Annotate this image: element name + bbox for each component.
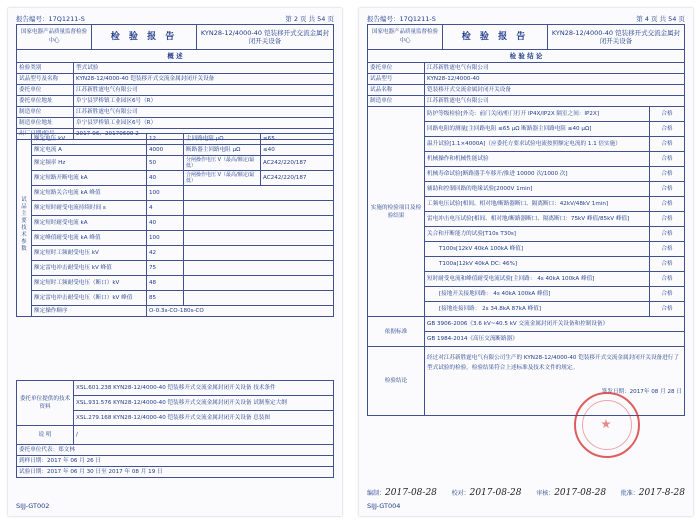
test-result: 合格 bbox=[650, 152, 685, 167]
row-value: 江苏新胜霆电气有限公司 bbox=[74, 107, 334, 118]
test-result: 合格 bbox=[650, 287, 685, 302]
row-label: 制造单位 bbox=[17, 107, 74, 118]
param-name: 额定短路开断电流 kA bbox=[32, 171, 147, 186]
param-value: 12 bbox=[147, 134, 184, 145]
param-name: 额定短时工频耐受电压（断口）kV bbox=[32, 276, 147, 291]
row-value: 阜宁县罗桥镇工业园区6号（R） bbox=[74, 96, 334, 107]
client-representative: 委托单位代表：郑文林 bbox=[17, 445, 334, 456]
section-title: 检 验 结 论 bbox=[368, 50, 685, 63]
param-name: 额定电流 A bbox=[32, 145, 147, 156]
test-item: 雷电冲击电压试验[相间、相对地/断路器断口、隔离断口：75kV 峰值/85kV 峰值] bbox=[425, 212, 650, 227]
param-value: 50 bbox=[147, 156, 184, 171]
row-label: 出厂日期/编号 bbox=[17, 129, 74, 140]
report-title: 检 验 报 告 bbox=[443, 25, 548, 50]
row-value: 铠装移开式交流金属封闭开关设备 bbox=[425, 85, 685, 96]
row-label: 试品型号 bbox=[368, 74, 425, 85]
param-name: 断路器主回路电阻 μΩ bbox=[184, 145, 261, 156]
form-code: SIJJ-GT004 bbox=[367, 502, 401, 510]
param-name: 主回路电阻 μΩ bbox=[184, 134, 261, 145]
test-item: T100a[12kV 40kA DC: 46%] bbox=[425, 257, 650, 272]
param-value: 48 bbox=[147, 276, 184, 291]
param-value: ≤65 bbox=[261, 134, 334, 145]
row-label: 委托单位 bbox=[368, 63, 425, 74]
row-label: 委托单位地址 bbox=[17, 96, 74, 107]
org-name: 国家电器产品质量监督检验中心 bbox=[368, 25, 443, 50]
docs-label: 委托单位提供的技术资料 bbox=[17, 381, 74, 426]
report-page-4 bbox=[359, 8, 693, 516]
receive-date: 到样日期：2017 年 06 月 26 日 bbox=[17, 456, 334, 467]
row-value: 2017-06、20170600 2 bbox=[74, 129, 334, 140]
conclusion-text: 经过对江苏新胜霆电气有限公司生产的 KYN28-12/4000-40 铠装移开式交流金属封闭开关设备进行了型式试验的检验，检验结果符合上述标准及技术文件的规定。 bbox=[427, 355, 679, 371]
reviewer-signature: 审核：2017-08-28 bbox=[536, 488, 607, 498]
param-value: ≤40 bbox=[261, 145, 334, 156]
row-value: 阜宁县罗桥镇工业园区6号（R） bbox=[74, 118, 334, 129]
test-result: 合格 bbox=[650, 302, 685, 317]
row-value: 江苏新胜霆电气有限公司 bbox=[425, 96, 685, 107]
param-name: 额定频率 Hz bbox=[32, 156, 147, 171]
test-item: 防护等级检验[外壳：前门关闭/柜门打开 IP4X/IP2X 隔室之间：IP2X] bbox=[425, 107, 650, 122]
row-label: 制造单位 bbox=[368, 96, 425, 107]
row-value: KYN28-12/4000-40 铠装移开式交流金属封闭开关设备 bbox=[74, 74, 334, 85]
test-result: 合格 bbox=[650, 197, 685, 212]
test-result: 合格 bbox=[650, 122, 685, 137]
product-model: KYN28-12/4000-40 铠装移开式交流金属封闭开关设备 bbox=[197, 25, 334, 50]
test-item: 机械操作和机械性能试验 bbox=[425, 152, 650, 167]
test-item: 短时耐受电流和峰值耐受电流试验[主回路： 4s 40kA 100kA 峰值] bbox=[425, 272, 650, 287]
test-result: 合格 bbox=[650, 257, 685, 272]
standard-item: GB 3906-2006《3.6 kV~40.5 kV 交流金属封闭开关设备和控制设备》 bbox=[425, 317, 685, 332]
test-item: T100s[12kV 40kA 100kA 峰值] bbox=[425, 242, 650, 257]
param-group-label: 试品主要技术参数 bbox=[17, 134, 32, 317]
param-name: 额定短时耐受电流 kA bbox=[32, 216, 147, 231]
test-result: 合格 bbox=[650, 167, 685, 182]
page-number: 第 2 页 共 54 页 bbox=[285, 15, 334, 23]
param-value: 4 bbox=[147, 201, 184, 216]
test-result: 合格 bbox=[650, 212, 685, 227]
report-number: 报告编号：17Q1211-S bbox=[16, 15, 85, 23]
row-value: 型式试验 bbox=[74, 63, 334, 74]
test-item: [接地开关接地回路： 4s 40kA 100kA 峰值] bbox=[425, 287, 650, 302]
test-item: 机械寿命试验[断路器手车移开/推进 10000 次/1000 次] bbox=[425, 167, 650, 182]
param-name: 额定雷电冲击耐受电压 kV 峰值 bbox=[32, 261, 147, 276]
org-name: 国家电器产品质量监督检验中心 bbox=[17, 25, 92, 50]
approver-signature: 批准：2017-8-28 bbox=[620, 488, 685, 498]
editor-signature: 编制：2017-08-28 bbox=[367, 488, 437, 498]
test-date: 试验日期：2017 年 06 月 30 日至 2017 年 08 月 19 日 bbox=[17, 467, 334, 478]
overview-table bbox=[16, 24, 334, 50]
param-value: 42 bbox=[147, 246, 184, 261]
param-value: 85 bbox=[147, 291, 184, 306]
test-item: 关合和开断能力的试验[T10s T30s] bbox=[425, 227, 650, 242]
report-number: 报告编号：17Q1211-S bbox=[367, 15, 436, 23]
official-seal bbox=[574, 392, 640, 458]
param-name: 分闸操作电压 V（最高/额定/最低） bbox=[184, 156, 261, 171]
issue-date: 签发日期：2017年 08 月 28 日 bbox=[601, 389, 682, 395]
conclusion-label: 检验结论 bbox=[368, 347, 425, 416]
param-value: 4000 bbox=[147, 145, 184, 156]
test-item: 工频电压试验[相间、相对地/断路器断口、隔离断口：42kV/48kV 1min] bbox=[425, 197, 650, 212]
row-label: 检验类别 bbox=[17, 63, 74, 74]
test-item: 温升试验[1.1×4000A]（应委托方要求试验电流按照额定电流的 1.1 倍实施） bbox=[425, 137, 650, 152]
doc-item: XSL.279.168 KYN28-12/4000-40 铠装移开式交流金属封闭开关设备 总装图 bbox=[74, 411, 334, 426]
test-result: 合格 bbox=[650, 227, 685, 242]
signature-row bbox=[367, 488, 685, 498]
form-code: SIJJ-GT002 bbox=[16, 502, 50, 510]
header-table bbox=[367, 24, 685, 50]
doc-item: XSL.601.238 KYN28-12/4000-40 铠装移开式交流金属封闭开关设备 技术条件 bbox=[74, 381, 334, 396]
row-value: KYN28-12/4000-40 bbox=[425, 74, 685, 85]
param-name: 额定电压 kV bbox=[32, 134, 147, 145]
section-title: 概 述 bbox=[17, 50, 334, 63]
row-value: 江苏新胜霆电气有限公司 bbox=[74, 85, 334, 96]
product-model: KYN28-12/4000-40 铠装移开式交流金属封闭开关设备 bbox=[548, 25, 685, 50]
param-value: O-0.3s-CO-180s-CO bbox=[147, 306, 334, 317]
param-name: 额定操作顺序 bbox=[32, 306, 147, 317]
param-value: 75 bbox=[147, 261, 184, 276]
param-value: 40 bbox=[147, 216, 184, 231]
param-value: AC242/220/187 bbox=[261, 156, 334, 171]
param-name: 额定短路关合电流 kA 峰值 bbox=[32, 186, 147, 201]
test-result: 合格 bbox=[650, 182, 685, 197]
checker-signature: 校对：2017-08-28 bbox=[451, 488, 522, 498]
param-value: AC242/220/187 bbox=[261, 171, 334, 186]
row-label: 制造单位地址 bbox=[17, 118, 74, 129]
row-label: 委托单位 bbox=[17, 85, 74, 96]
page-meta bbox=[16, 14, 334, 23]
row-label: 试品名称 bbox=[368, 85, 425, 96]
test-result: 合格 bbox=[650, 272, 685, 287]
test-result: 合格 bbox=[650, 242, 685, 257]
page-meta bbox=[367, 14, 685, 23]
standard-label: 依据标准 bbox=[368, 317, 425, 347]
test-result: 合格 bbox=[650, 137, 685, 152]
test-item: 辅助和控制回路的绝缘试验[2000V 1min] bbox=[425, 182, 650, 197]
param-name: 额定雷电冲击耐受电压（断口）kV 峰值 bbox=[32, 291, 147, 306]
test-item: [接地连接回路： 2s 34.8kA 87kA 峰值] bbox=[425, 302, 650, 317]
param-name: 额定短时耐受电流持续时间 s bbox=[32, 201, 147, 216]
test-result: 合格 bbox=[650, 107, 685, 122]
report-title: 检 验 报 告 bbox=[92, 25, 197, 50]
overview-details bbox=[16, 49, 334, 140]
docs-table bbox=[16, 380, 334, 478]
report-page-2 bbox=[8, 8, 342, 516]
param-value: 40 bbox=[147, 171, 184, 186]
parameter-table bbox=[16, 133, 334, 317]
row-label: 试品型号及名称 bbox=[17, 74, 74, 85]
items-label: 实施的检验项目及检验结果 bbox=[368, 107, 425, 317]
conclusion-table bbox=[367, 49, 685, 416]
note-value: / bbox=[74, 426, 334, 445]
param-value: 100 bbox=[147, 231, 184, 246]
page-number: 第 4 页 共 54 页 bbox=[636, 15, 685, 23]
param-value: 100 bbox=[147, 186, 184, 201]
note-label: 说 明 bbox=[17, 426, 74, 445]
param-name: 合闸操作电压 V（最高/额定/最低） bbox=[184, 171, 261, 186]
test-item: 回路电阻的测量[主回路电阻 ≤65 μΩ 断路器主回路电阻 ≤40 μΩ] bbox=[425, 122, 650, 137]
standard-item: GB 1984-2014《高压交流断路器》 bbox=[425, 332, 685, 347]
row-value: 江苏新胜霆电气有限公司 bbox=[425, 63, 685, 74]
param-name: 额定峰值耐受电流 kA 峰值 bbox=[32, 231, 147, 246]
param-name: 额定短时工频耐受电压 kV bbox=[32, 246, 147, 261]
doc-item: XSL.931.576 KYN28-12/4000-40 铠装移开式交流金属封闭开关设备 试制鉴定大纲 bbox=[74, 396, 334, 411]
